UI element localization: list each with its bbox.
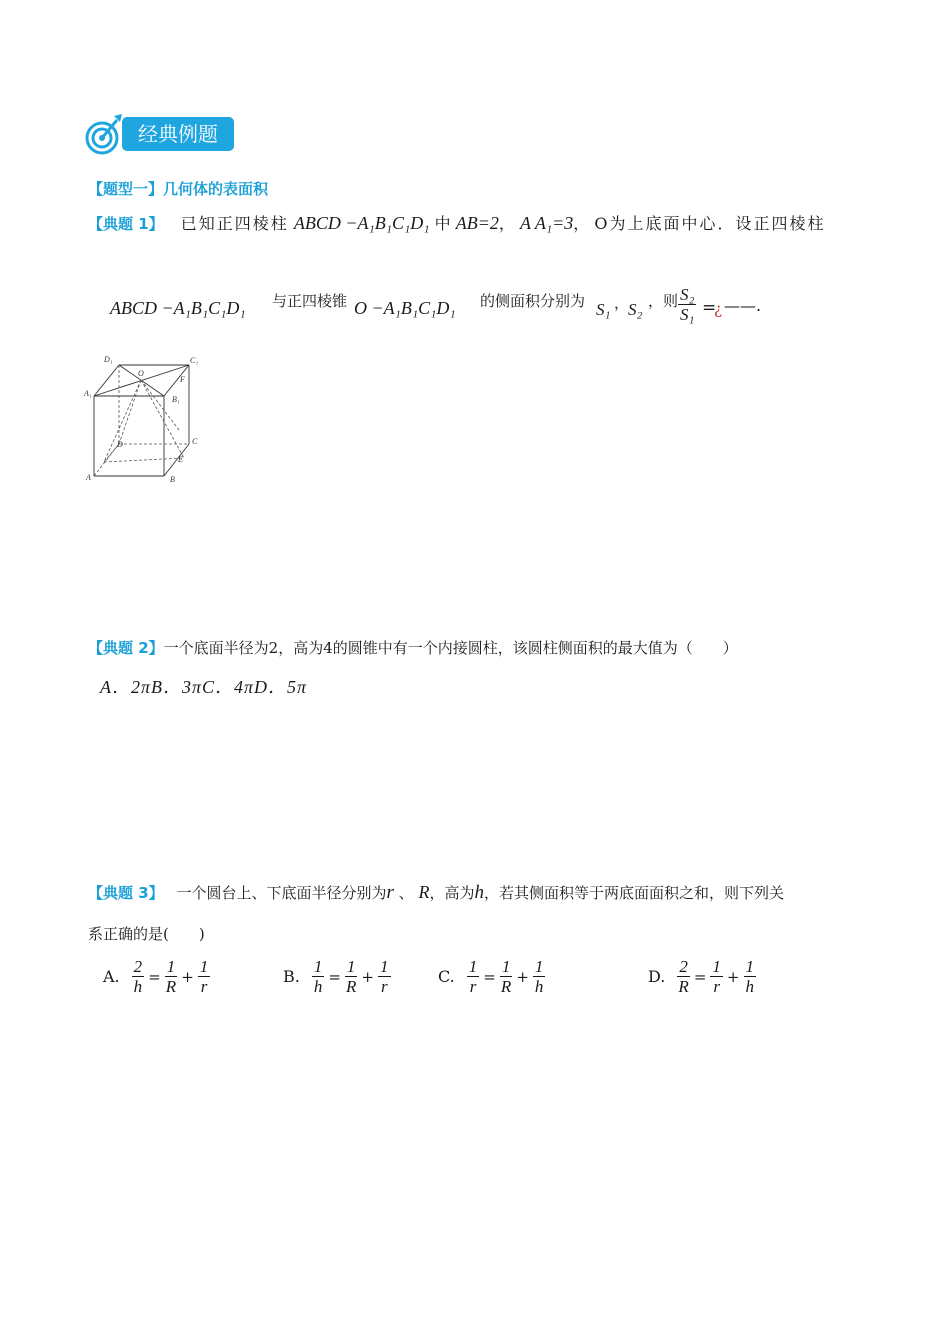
figure-label-o: O: [138, 369, 144, 378]
example-2-tag: 【典题 2】: [88, 639, 164, 657]
example-3-stem-line-1: 【典题 3】 一个圆台上、下底面半径分别为r 、 R，高为h，若其侧面积等于两底面面积之和，则下列关: [88, 882, 784, 903]
figure-label-a1: A₁: [84, 389, 92, 398]
prism-name: ABCD −A₁B₁C₁D₁: [293, 213, 430, 233]
prism-pyramid-figure: [84, 352, 208, 486]
figure-label-d1: D₁: [104, 355, 113, 364]
figure-label-b1: B₁: [172, 395, 180, 404]
figure-label-a: A: [86, 473, 91, 482]
example-2-stem: 【典题 2】一个底面半径为2，高为4的圆锥中有一个内接圆柱，该圆柱侧面积的最大值为（ ）: [88, 639, 738, 657]
example-3-option-b[interactable]: B. $\frac{1}{h}$ = $\frac{1}{R}$ + $\frac{1}{r}$: [283, 957, 389, 996]
answer-blank: ——.: [724, 296, 762, 315]
target-logo-icon: [84, 112, 124, 156]
example-3-option-a[interactable]: A. $\frac{2}{h}$ = $\frac{1}{R}$ + $\frac{1}{r}$: [103, 957, 209, 996]
figure-label-c: C: [192, 437, 198, 446]
example-1-line-1: 【典题 1】 已知正四棱柱 ABCD −A₁B₁C₁D₁ 中 AB=2， A A₁=3， O为上底面中心．设正四棱柱: [88, 213, 826, 233]
figure-label-d: D: [117, 440, 123, 449]
example-3-stem-line-2: 系正确的是( ): [88, 925, 205, 943]
figure-label-c1: C₁: [190, 356, 199, 365]
figure-label-f: F: [180, 375, 185, 384]
example-2-options: A．2πB．3πC．4πD．5π: [100, 677, 308, 697]
example-3-tag: 【典题 3】: [88, 884, 164, 902]
example-3-option-d[interactable]: D. $\frac{2}{R}$ = $\frac{1}{r}$ + $\frac{1}{h}$: [648, 957, 754, 996]
figure-label-b: B: [170, 475, 175, 484]
ratio-fraction: $\frac{\text{S₂}}{\text{S₁}}$: [680, 285, 695, 324]
figure-label-e: E: [178, 455, 183, 464]
section-banner: 经典例题: [122, 117, 234, 151]
example-3-option-c[interactable]: C. $\frac{1}{r}$ = $\frac{1}{R}$ + $\frac{1}{h}$: [438, 957, 544, 996]
type-heading: 【题型一】几何体的表面积: [88, 180, 269, 198]
example-1-tag: 【典题 1】: [88, 215, 164, 233]
